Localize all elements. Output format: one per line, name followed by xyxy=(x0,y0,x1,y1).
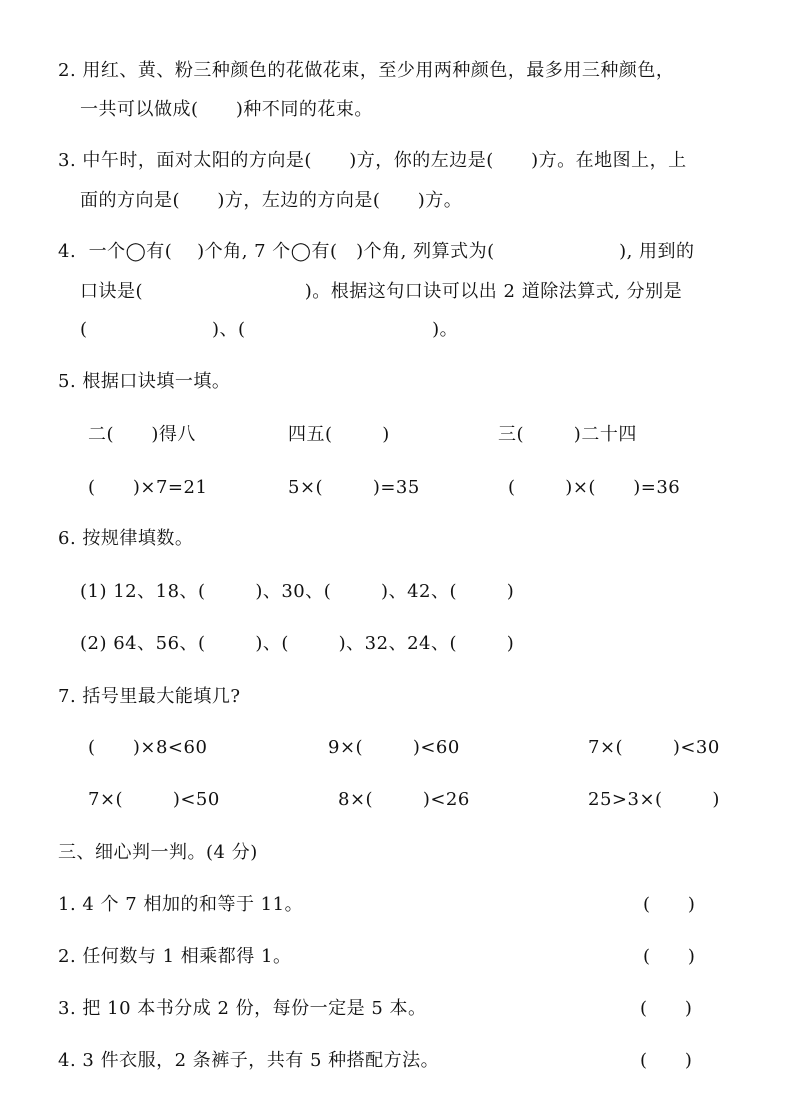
q4-line-1: 4. 一个◯有( )个角, 7 个◯有( )个角, 列算式为( ), 用到的 xyxy=(58,241,695,262)
judge-item-1-text: 1. 4 个 7 相加的和等于 11。 xyxy=(58,894,304,915)
q7-r2-c2: 8×( )<26 xyxy=(338,789,470,810)
q5-r1-c3: 三( )二十四 xyxy=(498,424,637,445)
judge-item-1-bracket: ( ) xyxy=(643,894,696,915)
q4-line-3: ( )、( )。 xyxy=(80,319,459,340)
q3-line-1: 3. 中午时，面对太阳的方向是( )方，你的左边是( )方。在地图上，上 xyxy=(58,150,687,171)
q7-title: 7. 括号里最大能填几? xyxy=(58,686,241,707)
q6-line-2: (2) 64、56、( )、( )、32、24、( ) xyxy=(80,633,515,654)
q5-r2-c1: ( )×7=21 xyxy=(88,477,208,498)
q3-line-2: 面的方向是( )方，左边的方向是( )方。 xyxy=(80,190,463,211)
q7-r1-c1: ( )×8<60 xyxy=(88,737,208,758)
judge-item-2-text: 2. 任何数与 1 相乘都得 1。 xyxy=(58,946,292,967)
q7-r2-c1: 7×( )<50 xyxy=(88,789,220,810)
q7-r1-c3: 7×( )<30 xyxy=(588,737,720,758)
judge-item-3-bracket: ( ) xyxy=(640,998,693,1019)
q5-r2-c2: 5×( )=35 xyxy=(288,477,420,498)
q2-line-1: 2. 用红、黄、粉三种颜色的花做花束，至少用两种颜色，最多用三种颜色， xyxy=(58,60,675,81)
judge-item-4-text: 4. 3 件衣服，2 条裤子，共有 5 种搭配方法。 xyxy=(58,1050,440,1071)
q5-r1-c2: 四五( ) xyxy=(288,424,390,445)
q5-r2-c3: ( )×( )=36 xyxy=(508,477,681,498)
q4-line-2: 口诀是( )。根据这句口诀可以出 2 道除法算式, 分别是 xyxy=(80,281,683,302)
q2-line-2: 一共可以做成( )种不同的花束。 xyxy=(80,99,373,120)
judge-item-4-bracket: ( ) xyxy=(640,1050,693,1071)
q5-title: 5. 根据口诀填一填。 xyxy=(58,371,231,392)
judge-heading: 三、细心判一判。(4 分) xyxy=(58,842,258,863)
judge-item-2-bracket: ( ) xyxy=(643,946,696,967)
q7-r2-c3: 25>3×( ) xyxy=(588,789,720,810)
judge-item-3-text: 3. 把 10 本书分成 2 份，每份一定是 5 本。 xyxy=(58,998,427,1019)
q5-r1-c1: 二( )得八 xyxy=(88,424,196,445)
q7-r1-c2: 9×( )<60 xyxy=(328,737,460,758)
q6-title: 6. 按规律填数。 xyxy=(58,528,194,549)
q6-line-1: (1) 12、18、( )、30、( )、42、( ) xyxy=(80,581,515,602)
